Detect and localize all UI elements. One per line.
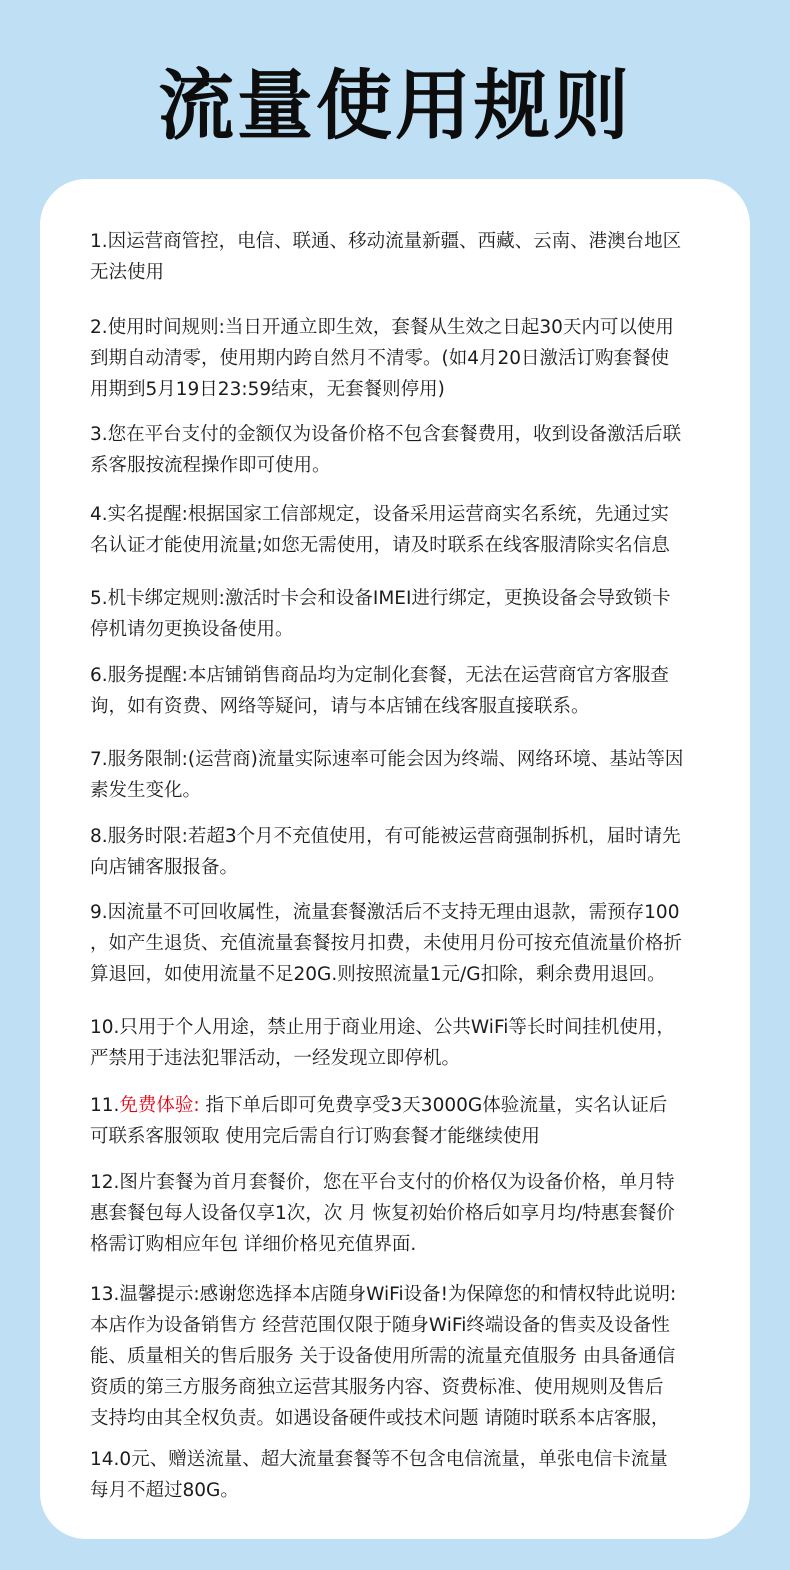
rule-6: 6.服务提醒:本店铺销售商品均为定制化套餐，无法在运营商官方客服查 询，如有资费、网络等疑问，请与本店铺在线客服直接联系。 xyxy=(90,665,669,717)
rules-card xyxy=(40,179,750,1539)
rule-2: 2.使用时间规则:当日开通立即生效，套餐从生效之日起30天内可以使用 到期自动清零，使用期内跨自然月不清零。(如4月20日激活订购套餐使 用期到5月19日23:59结束，无套餐则停用) xyxy=(90,317,674,400)
rule-9: 9.因流量不可回收属性，流量套餐激活后不支持无理由退款，需预存100 ，如产生退货、充值流量套餐按月扣费，未使用月份可按充值流量价格折 算退回，如使用流量不足20G.则按照流量1元/G扣除，剩余费用退回。 xyxy=(90,902,683,985)
rule-11 xyxy=(90,1090,730,1152)
rule-4: 4.实名提醒:根据国家工信部规定，设备采用运营商实名系统，先通过实 名认证才能使用流量;如您无需使用，请及时联系在线客服清除实名信息 xyxy=(90,504,670,556)
rule-10: 10.只用于个人用途，禁止用于商业用途、公共WiFi等长时间挂机使用， 严禁用于违法犯罪活动，一经发现立即停机。 xyxy=(90,1017,675,1069)
rule-11-number: 11. xyxy=(90,1095,120,1116)
rule-7: 7.服务限制:(运营商)流量实际速率可能会因为终端、网络环境、基站等因 素发生变化。 xyxy=(90,749,684,801)
rule-1: 1.因运营商管控，电信、联通、移动流量新疆、西藏、云南、港澳台地区 无法使用 xyxy=(90,231,682,283)
rule-8: 8.服务时限:若超3个月不充值使用，有可能被运营商强制拆机，届时请先 向店铺客服报备。 xyxy=(90,826,681,878)
rule-13: 13.温馨提示:感谢您选择本店随身WiFi设备!为保障您的和情权特此说明: 本店作为设备销售方 经营范围仅限于随身WiFi终端设备的售卖及设备性 能、质量相关的售后服务 关于设备使用所需的流量充值服务 由具备通信 资质的第三方服务商独立运营其服务内容、资费标准、使用规则及售后 支持均由其全权负责。如遇设备硬件或技术问题 请随时联系本店客服， xyxy=(90,1284,677,1429)
rule-11-text: 指下单后即可免费享受3天3000G体验流量，实名认证后 可联系客服领取 使用完后需自行订购套餐才能继续使用 xyxy=(90,1095,668,1147)
rule-12: 12.图片套餐为首月套餐价，您在平台支付的价格仅为设备价格，单月特 惠套餐包每人设备仅享1次，次 月 恢复初始价格后如享月均/特惠套餐价 格需订购相应年包 详细价格见充值界面. xyxy=(90,1172,675,1255)
page-title: 流量使用规则 xyxy=(158,61,632,150)
rule-5: 5.机卡绑定规则:激活时卡会和设备IMEI进行绑定，更换设备会导致锁卡 停机请勿更换设备使用。 xyxy=(90,588,671,640)
rule-14: 14.0元、赠送流量、超大流量套餐等不包含电信流量，单张电信卡流量 每月不超过80G。 xyxy=(90,1449,668,1501)
rule-3: 3.您在平台支付的金额仅为设备价格不包含套餐费用，收到设备激活后联 系客服按流程操作即可使用。 xyxy=(90,424,682,476)
free-trial-highlight: 免费体验: xyxy=(119,1095,200,1116)
